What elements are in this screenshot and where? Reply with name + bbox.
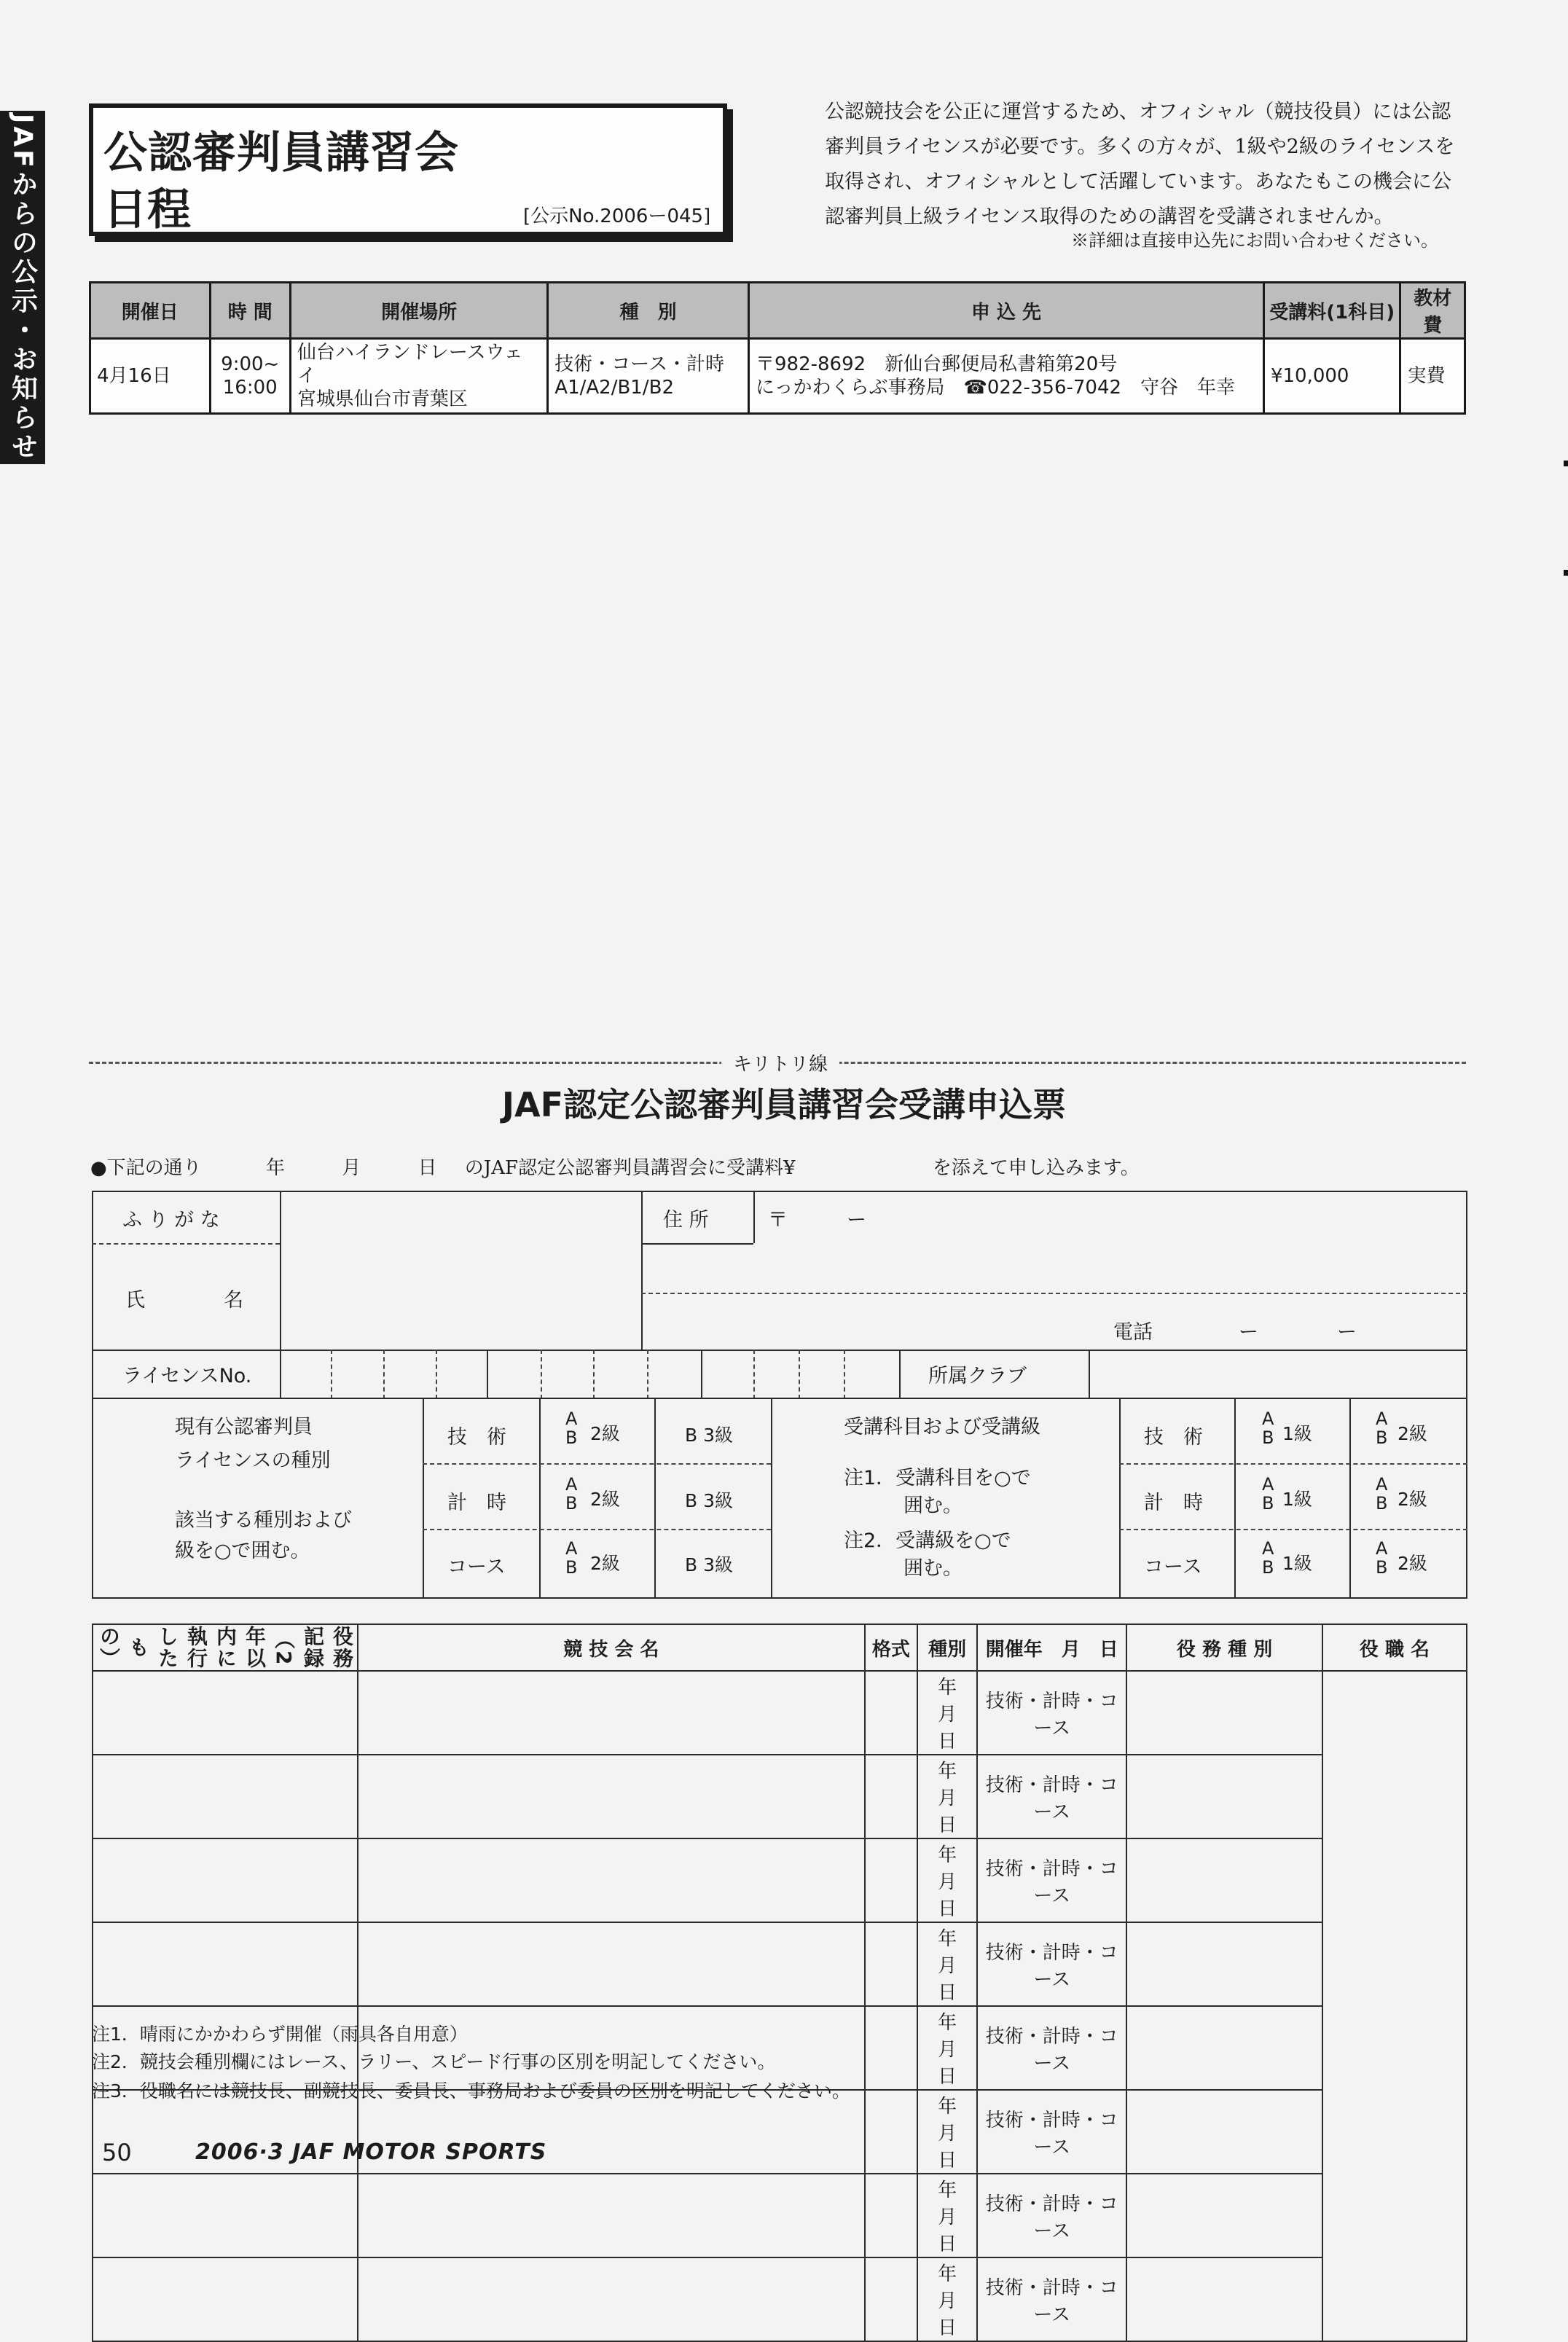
divider xyxy=(423,1398,424,1599)
intro-paragraph: 公認競技会を公正に運営するため、オフィシャル（競技役員）には公認審判員ライセンスが必要です。多くの方々が、1級や2級のライセンスを取得され、オフィシャルとして活躍しています。あなたもこの機会に公認審判員上級ライセンス取得のための講習を受講されませんか。 xyxy=(825,101,1455,228)
duty-event-cell[interactable] xyxy=(93,2174,358,2257)
duty-date-cell[interactable]: 年 月 日 xyxy=(917,2006,977,2090)
apply-tech-grade1[interactable]: 1級 xyxy=(1282,1423,1312,1444)
duty-kind-cell[interactable] xyxy=(865,2174,917,2257)
duty-kind-cell[interactable] xyxy=(865,1838,917,1922)
duty-date-cell[interactable]: 年 月 日 xyxy=(917,1671,977,1755)
current-kind-course: コース xyxy=(447,1556,506,1578)
current-course-grade3[interactable]: B 3級 xyxy=(685,1554,734,1575)
header-material: 教材費 xyxy=(1400,283,1465,339)
divider xyxy=(771,1398,772,1599)
club-input[interactable] xyxy=(1091,1351,1465,1398)
grade-b: B xyxy=(565,1427,578,1448)
cell-fee: ¥10,000 xyxy=(1263,339,1400,414)
grade-a: A xyxy=(1376,1474,1388,1495)
grade-b: B xyxy=(1376,1557,1388,1578)
cell-type xyxy=(548,339,749,414)
current-license-title2: ライセンスの種別 xyxy=(175,1449,331,1472)
digit-divider xyxy=(899,1350,901,1399)
duty-kind-cell[interactable] xyxy=(865,2006,917,2090)
apply-timing-grade1[interactable]: 1級 xyxy=(1282,1489,1312,1510)
header-date: 開催日 xyxy=(90,283,211,339)
furigana-label: ふ り が な xyxy=(122,1209,220,1231)
duty-kind-cell[interactable] xyxy=(865,1922,917,2006)
current-timing-grade2[interactable]: 2級 xyxy=(590,1489,620,1510)
divider xyxy=(1234,1398,1236,1599)
digit-divider xyxy=(701,1350,702,1399)
digit-divider xyxy=(541,1350,542,1399)
current-course-grade-ab[interactable] xyxy=(565,1539,577,1577)
duty-row xyxy=(93,1838,1467,1922)
cell-place xyxy=(290,339,547,414)
grade-b: B xyxy=(565,1493,578,1513)
name-label: 氏 名 xyxy=(125,1289,243,1312)
duty-position-cell[interactable] xyxy=(1126,1671,1322,1755)
time-start: 9:00~ xyxy=(221,353,280,375)
duty-header-row xyxy=(93,1624,1467,1671)
current-license-note1: 該当する種別および xyxy=(175,1509,352,1532)
duty-kind-cell[interactable] xyxy=(865,2090,917,2174)
note-3: 注3．役職名には競技長、副競技長、委員長、事務局および委員の区別を明記してください。 xyxy=(92,2080,850,2102)
digit-divider xyxy=(593,1350,595,1399)
duty-role-cell[interactable]: 技術・計時・コース xyxy=(977,2006,1126,2090)
duty-grade-cell[interactable] xyxy=(358,2257,865,2341)
lead-year: 年 xyxy=(265,1157,285,1179)
digit-divider xyxy=(331,1350,332,1399)
apply-contact: にっかわくらぶ事務局 ☎022-356-7042 守谷 年幸 xyxy=(755,377,1236,399)
apply-timing-grade2-ab[interactable] xyxy=(1376,1475,1387,1513)
digit-divider xyxy=(487,1350,488,1399)
duty-date-cell[interactable]: 年 月 日 xyxy=(917,1922,977,2006)
duty-event-cell[interactable] xyxy=(93,1671,358,1755)
header-time: 時 間 xyxy=(210,283,290,339)
divider xyxy=(1089,1350,1090,1399)
duty-header-grade: 格式 xyxy=(865,1624,917,1671)
header-apply: 申 込 先 xyxy=(748,283,1263,339)
grade-a: A xyxy=(565,1474,578,1495)
current-tech-grade-ab[interactable] xyxy=(565,1409,577,1447)
divider xyxy=(539,1398,541,1599)
duty-grade-cell[interactable] xyxy=(358,1838,865,1922)
duty-event-cell[interactable] xyxy=(93,1838,358,1922)
edge-mark xyxy=(1564,570,1568,576)
duty-date-cell[interactable]: 年 月 日 xyxy=(917,2257,977,2341)
duty-date-cell[interactable]: 年 月 日 xyxy=(917,1838,977,1922)
digit-divider xyxy=(647,1350,648,1399)
duty-grade-cell[interactable] xyxy=(358,1922,865,2006)
apply-kind-tech: 技 術 xyxy=(1144,1426,1203,1449)
dashed-line xyxy=(1119,1529,1467,1530)
grade-b: B xyxy=(1262,1427,1274,1448)
duty-date-cell[interactable]: 年 月 日 xyxy=(917,1755,977,1838)
grade-a: A xyxy=(1262,1538,1274,1559)
digit-divider xyxy=(753,1350,755,1399)
club-label: 所属クラブ xyxy=(928,1365,1027,1387)
header-place: 開催場所 xyxy=(290,283,547,339)
duty-grade-cell[interactable] xyxy=(358,1671,865,1755)
grade-a: A xyxy=(1376,1538,1388,1559)
duty-row xyxy=(93,2257,1467,2341)
duty-header-kind: 種別 xyxy=(917,1624,977,1671)
duty-grade-cell[interactable] xyxy=(358,1755,865,1838)
section-tab: JAFからの公示・お知らせ xyxy=(0,111,45,464)
cell-date: 4月16日 xyxy=(90,339,211,414)
apply-tech-grade2-ab[interactable] xyxy=(1376,1409,1387,1447)
duty-grade-cell[interactable] xyxy=(358,2174,865,2257)
duty-header-position: 役 職 名 xyxy=(1322,1624,1467,1671)
duty-position-cell[interactable] xyxy=(1126,2006,1322,2090)
divider xyxy=(753,1191,755,1243)
duty-role-cell[interactable]: 技術・計時・コース xyxy=(977,2090,1126,2174)
duty-side-label-cell xyxy=(93,1624,358,1671)
header-fee: 受講料(1科目) xyxy=(1263,283,1400,339)
duty-role-cell[interactable]: 技術・計時・コース xyxy=(977,1838,1126,1922)
lead-day: 日 xyxy=(418,1157,437,1179)
duty-event-cell[interactable] xyxy=(93,2257,358,2341)
current-license-title: 現有公認審判員 xyxy=(175,1416,313,1438)
apply-timing-grade2[interactable]: 2級 xyxy=(1398,1489,1427,1510)
apply-course-grade1[interactable]: 1級 xyxy=(1282,1553,1312,1574)
grade-a: A xyxy=(1262,1409,1274,1429)
digit-divider xyxy=(383,1350,385,1399)
duty-position-cell[interactable] xyxy=(1126,1922,1322,2006)
page-subtitle: 日程 xyxy=(103,184,191,235)
apply-note1b: 囲む。 xyxy=(903,1495,963,1517)
time-end: 16:00 xyxy=(222,377,278,399)
phone-input[interactable] xyxy=(1180,1304,1465,1347)
duty-row xyxy=(93,1671,1467,1755)
duty-event-cell[interactable] xyxy=(93,1755,358,1838)
schedule-row xyxy=(90,339,1465,414)
apply-tech-grade2[interactable]: 2級 xyxy=(1398,1423,1427,1444)
page-title: 公認審判員講習会 xyxy=(103,128,459,179)
duty-record-table xyxy=(92,1624,1467,2342)
duty-role-cell[interactable]: 技術・計時・コース xyxy=(977,1755,1126,1838)
dashed-line xyxy=(92,1243,280,1245)
apply-kind-timing: 計 時 xyxy=(1144,1492,1203,1514)
divider xyxy=(1349,1398,1351,1599)
digit-divider xyxy=(799,1350,800,1399)
grade-a: A xyxy=(565,1409,578,1429)
duty-position-cell[interactable] xyxy=(1126,2090,1322,2174)
duty-date-cell[interactable]: 年 月 日 xyxy=(917,2090,977,2174)
duty-body xyxy=(93,1671,1467,2341)
edge-mark xyxy=(1564,461,1568,466)
duty-row xyxy=(93,2174,1467,2257)
intro-note: ※詳細は直接申込先にお問い合わせください。 xyxy=(1071,230,1438,251)
grade-b: B xyxy=(1376,1427,1388,1448)
duty-position-cell[interactable] xyxy=(1126,2174,1322,2257)
grade-b: B xyxy=(1262,1557,1274,1578)
header-type: 種 別 xyxy=(548,283,749,339)
divider xyxy=(641,1191,643,1350)
grade-b: B xyxy=(1262,1493,1274,1513)
form-title: JAF認定公認審判員講習会受講申込票 xyxy=(501,1085,1067,1124)
duty-event-cell[interactable] xyxy=(93,1922,358,2006)
phone-separators: ー ー xyxy=(1239,1321,1357,1344)
duty-kind-cell[interactable] xyxy=(865,1671,917,1755)
address-input[interactable] xyxy=(874,1192,1465,1242)
dashed-line xyxy=(1119,1463,1467,1465)
apply-timing-grade1-ab[interactable] xyxy=(1262,1475,1274,1513)
current-kind-tech: 技 術 xyxy=(447,1426,506,1449)
apply-course-grade2[interactable]: 2級 xyxy=(1398,1553,1427,1574)
current-license-note2: 級を○で囲む。 xyxy=(175,1540,310,1562)
license-no-label: ライセンスNo. xyxy=(122,1365,252,1387)
divider xyxy=(654,1398,656,1599)
license-no-input[interactable] xyxy=(281,1351,898,1398)
apply-note2b: 囲む。 xyxy=(903,1557,963,1580)
apply-kind-course: コース xyxy=(1144,1556,1202,1578)
lead-bullet: ●下記の通り xyxy=(90,1157,202,1179)
duty-row xyxy=(93,1922,1467,2006)
postal-code-prefix: 〒 ー xyxy=(768,1209,866,1231)
duty-role-cell[interactable]: 技術・計時・コース xyxy=(977,1671,1126,1755)
place-name: 仙台ハイランドレースウェイ xyxy=(297,342,523,387)
current-kind-timing: 計 時 xyxy=(447,1492,506,1514)
dashed-line xyxy=(423,1529,771,1530)
duty-position-cell[interactable] xyxy=(1126,1838,1322,1922)
grade-b: B xyxy=(1376,1493,1388,1513)
divider xyxy=(641,1243,753,1245)
digit-divider xyxy=(844,1350,845,1399)
apply-address: 〒982-8692 新仙台郵便局私書箱第20号 xyxy=(755,353,1118,375)
notice-number: [公示No.2006ー045] xyxy=(523,205,711,227)
digit-divider xyxy=(436,1350,437,1399)
magazine-name: 2006·3 JAF MOTOR SPORTS xyxy=(195,2139,547,2165)
cell-apply xyxy=(748,339,1263,414)
dashed-line xyxy=(641,1293,1467,1294)
current-course-grade2[interactable]: 2級 xyxy=(590,1553,620,1574)
furigana-input[interactable] xyxy=(281,1192,640,1242)
duty-header-event: 競 技 会 名 xyxy=(358,1624,865,1671)
duty-header-date: 開催年 月 日 xyxy=(977,1624,1126,1671)
apply-course-grade1-ab[interactable] xyxy=(1262,1539,1274,1577)
phone-label: 電話 xyxy=(1113,1321,1153,1344)
duty-header-role-type: 役 務 種 別 xyxy=(1126,1624,1322,1671)
duty-position-cell[interactable] xyxy=(1126,2257,1322,2341)
name-input[interactable] xyxy=(281,1245,640,1348)
duty-date-cell[interactable]: 年 月 日 xyxy=(917,2174,977,2257)
schedule-header-row xyxy=(90,283,1465,339)
duty-role-cell[interactable]: 技術・計時・コース xyxy=(977,1922,1126,2006)
current-timing-grade-ab[interactable] xyxy=(565,1475,577,1513)
cut-line-label: キリトリ線 xyxy=(721,1049,839,1076)
duty-position-cell[interactable] xyxy=(1126,1755,1322,1838)
note-1: 注1．晴雨にかかわらず開催（雨具各自用意） xyxy=(92,2024,468,2045)
grade-a: A xyxy=(1376,1409,1388,1429)
duty-role-cell[interactable]: 技術・計時・コース xyxy=(977,2257,1126,2341)
grade-b: B xyxy=(565,1557,578,1578)
apply-note2: 注2．受講級を○で xyxy=(844,1530,1011,1552)
duty-kind-cell[interactable] xyxy=(865,1755,917,1838)
lead-middle: のJAF認定公認審判員講習会に受講料¥ xyxy=(464,1157,796,1179)
apply-tech-grade1-ab[interactable] xyxy=(1262,1409,1274,1447)
grade-a: A xyxy=(565,1538,578,1559)
address-label: 住 所 xyxy=(663,1209,709,1231)
grade-a: A xyxy=(1262,1474,1274,1495)
current-timing-grade3[interactable]: B 3級 xyxy=(685,1490,734,1511)
apply-note1: 注1．受講科目を○で xyxy=(844,1467,1031,1489)
form-lead xyxy=(90,1153,1140,1180)
type-grades: A1/A2/B1/B2 xyxy=(554,377,674,399)
cell-material: 実費 xyxy=(1400,339,1465,414)
note-2: 注2．競技会種別欄にはレース、ラリー、スピード行事の区別を明記してください。 xyxy=(92,2051,776,2072)
place-address: 宮城県仙台市青葉区 xyxy=(297,388,468,410)
cell-time xyxy=(210,339,290,414)
apply-subject-title: 受講科目および受講級 xyxy=(844,1416,1040,1438)
lead-end: を添えて申し込みます。 xyxy=(932,1157,1140,1179)
dashed-line xyxy=(423,1463,771,1465)
lead-month: 月 xyxy=(342,1157,361,1179)
duty-role-cell[interactable]: 技術・計時・コース xyxy=(977,2174,1126,2257)
duty-side-label: 役務記録（2年以内に執行したもの） xyxy=(97,1626,354,1669)
current-tech-grade2[interactable]: 2級 xyxy=(590,1423,620,1444)
divider xyxy=(1119,1398,1121,1599)
type-subjects: 技術・コース・計時 xyxy=(554,353,724,375)
page-number: 50 xyxy=(102,2139,132,2166)
apply-course-grade2-ab[interactable] xyxy=(1376,1539,1387,1577)
schedule-table xyxy=(89,281,1466,415)
duty-kind-cell[interactable] xyxy=(865,2257,917,2341)
duty-row xyxy=(93,1755,1467,1838)
current-tech-grade3[interactable]: B 3級 xyxy=(685,1425,734,1446)
